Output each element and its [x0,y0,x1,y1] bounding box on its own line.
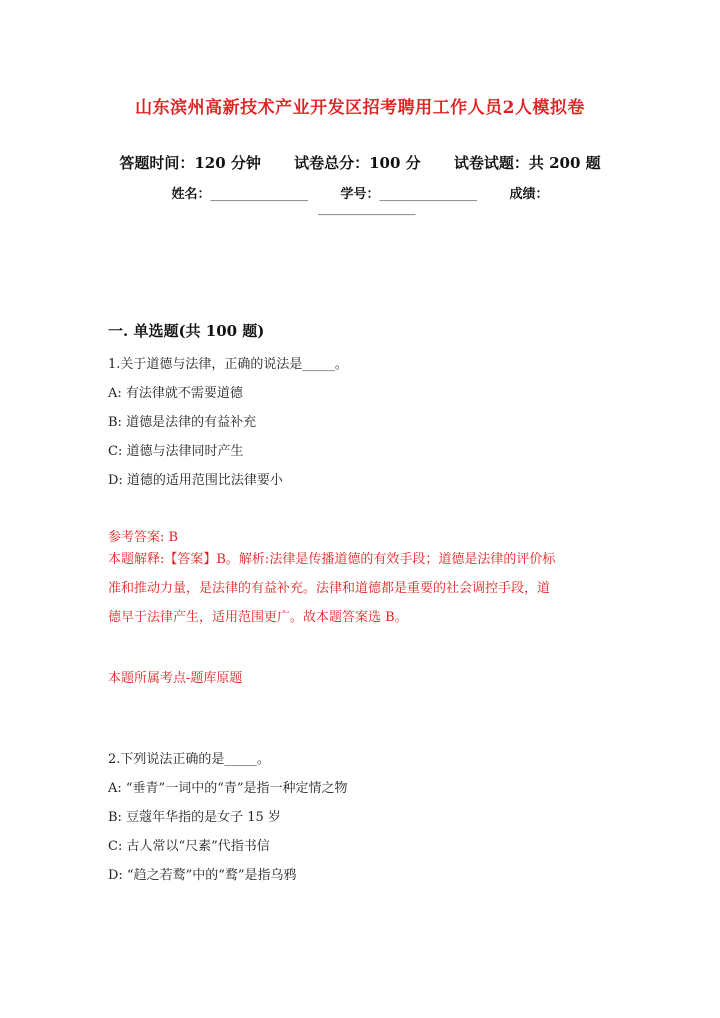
option-d: D: “趋之若鹜”中的“鹜”是指乌鸦 [108,868,297,883]
section-heading: 一. 单选题(共 100 题) [108,322,265,340]
option-b: B: 豆蔻年华指的是女子 15 岁 [108,810,281,825]
question-2 [108,745,628,890]
explanation-line: 准和推动力量，是法律的有益补充。法律和道德都是重要的社会调控手段，道 [108,581,551,596]
question-1 [108,350,628,495]
explanation-line: 本题解释:【答案】B。解析:法律是传播道德的有效手段；道德是法律的评价标 [108,552,556,567]
grade-label: 成绩： [509,187,549,202]
explanation-line: 德早于法律产生，适用范围更广。故本题答案选 B。 [108,610,408,625]
option-a: A: 有法律就不需要道德 [108,386,243,401]
exam-total-score: 试卷总分：100 分 [294,154,421,172]
option-c: C: 古人常以“尺素”代指书信 [108,839,270,854]
id-field [340,187,477,202]
id-label: 学号： [340,187,380,202]
name-field [171,187,308,202]
name-blank: _______________ [210,187,308,202]
question-stem: 1.关于道德与法律，正确的说法是_____。 [108,357,348,372]
question-stem: 2.下列说法正确的是_____。 [108,752,270,767]
id-blank: _______________ [379,187,477,202]
grade-blank: _______________ [318,201,416,216]
exam-meta [0,152,720,173]
option-c: C: 道德与法律同时产生 [108,444,244,459]
option-b: B: 道德是法律的有益补充 [108,415,257,430]
exam-title: 山东滨州高新技术产业开发区招考聘用工作人员2人模拟卷 [135,98,585,118]
exam-time: 答题时间：120 分钟 [119,154,261,172]
exam-question-count: 试卷试题：共 200 题 [453,154,601,172]
knowledge-point-1: 本题所属考点-题库原题 [108,671,243,686]
name-label: 姓名： [171,187,211,202]
answer-1: 参考答案: B [108,530,179,545]
explanation-1 [108,545,608,632]
student-fields [0,183,720,202]
option-a: A: “垂青”一词中的“青”是指一种定情之物 [108,781,348,796]
grade-field [510,187,549,202]
option-d: D: 道德的适用范围比法律要小 [108,473,283,488]
